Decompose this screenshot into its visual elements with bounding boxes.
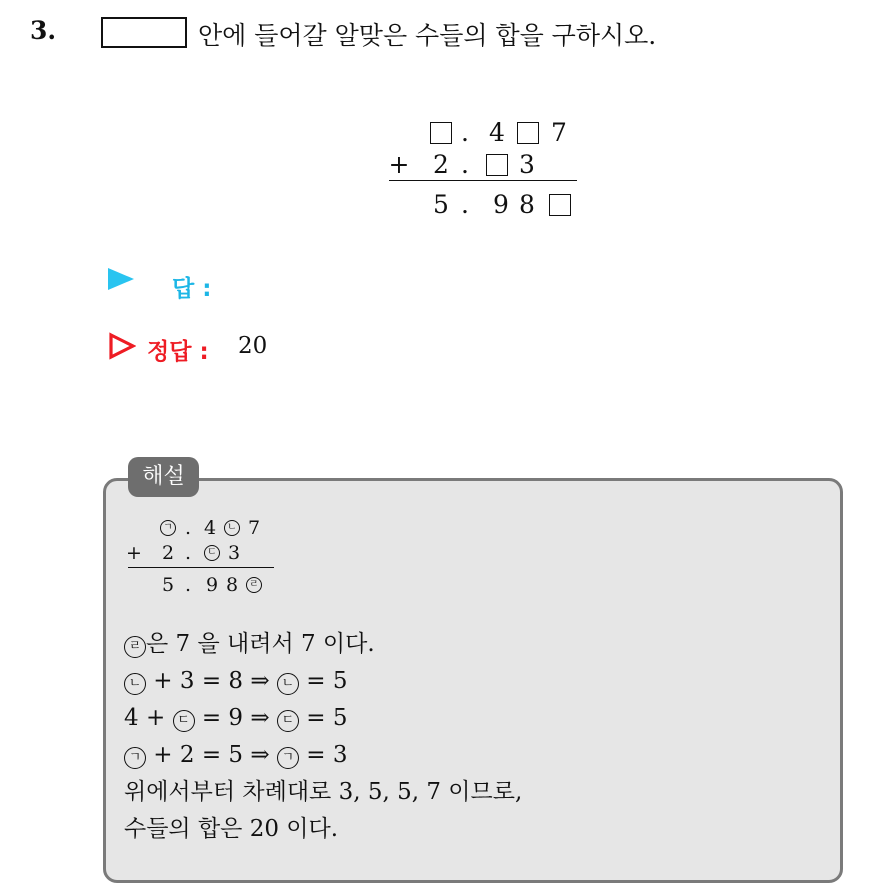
explanation-line-2: ㄴ + 3 = 8 ⇒ ㄴ = 5: [124, 663, 522, 700]
decimal-point: .: [461, 190, 469, 219]
question-number: 3.: [30, 16, 57, 45]
correct-answer-value: 20: [238, 333, 268, 359]
explanation-line-4: ㄱ + 2 = 5 ⇒ ㄱ = 3: [124, 737, 522, 774]
circled-mark: ㄷ: [173, 710, 195, 732]
digit: 9: [493, 190, 509, 219]
digit: 4: [203, 517, 217, 539]
solution-arithmetic: [124, 516, 274, 596]
digit: 5: [161, 574, 175, 596]
question-text: 안에 들어갈 알맞은 수들의 합을 구하시오.: [198, 21, 657, 50]
addition-problem: [386, 118, 578, 224]
decimal-point: .: [184, 574, 192, 596]
circled-mark: ㄴ: [224, 520, 240, 536]
circled-mark: ㄴ: [277, 673, 299, 695]
explanation-line-5: 위에서부터 차례대로 3, 5, 5, 7 이므로,: [124, 779, 523, 805]
digit: 7: [247, 517, 261, 539]
digit: 2: [161, 542, 175, 564]
explanation-line-1: ㄹ 은 7 을 내려서 7 이다.: [124, 626, 522, 663]
explanation-line-3: 4 + ㄷ = 9 ⇒ ㄷ = 5: [124, 705, 348, 731]
answer-arrow-icon: [108, 268, 134, 304]
circled-mark: ㄴ: [124, 673, 146, 695]
blank-square: [486, 154, 508, 176]
digit: 9: [205, 574, 219, 596]
digit: 2: [433, 150, 449, 179]
digit: 7: [551, 118, 567, 147]
decimal-point: .: [461, 150, 469, 179]
decimal-point: .: [184, 542, 192, 564]
plus-sign: +: [388, 150, 410, 179]
correct-arrow-icon: [108, 332, 136, 360]
circled-mark: ㄷ: [204, 545, 220, 561]
digit: 3: [519, 150, 535, 179]
circled-mark: ㄹ: [124, 636, 146, 658]
explanation-text: [124, 626, 522, 848]
explanation-tab: 해설: [128, 457, 199, 497]
digit: 8: [225, 574, 239, 596]
circled-mark: ㄱ: [160, 520, 176, 536]
answer-label: 답 :: [172, 276, 212, 302]
blank-square: [549, 194, 571, 216]
blank-square: [430, 122, 452, 144]
circled-mark: ㄱ: [277, 747, 299, 769]
digit: 8: [519, 190, 535, 219]
blank-square: [517, 122, 539, 144]
decimal-point: .: [184, 517, 192, 539]
plus-sign: +: [126, 542, 142, 564]
circled-mark: ㄹ: [246, 577, 262, 593]
correct-answer-label: 정답 :: [147, 339, 209, 365]
sum-line: [389, 180, 577, 181]
sum-line: [128, 567, 274, 568]
digit: 5: [433, 190, 449, 219]
circled-mark: ㄷ: [277, 710, 299, 732]
digit: 4: [489, 118, 505, 147]
digit: 3: [227, 542, 241, 564]
blank-box: [101, 17, 187, 48]
decimal-point: .: [461, 118, 469, 147]
circled-mark: ㄱ: [124, 747, 146, 769]
explanation-line-6: 수들의 합은 20 이다.: [124, 816, 339, 842]
